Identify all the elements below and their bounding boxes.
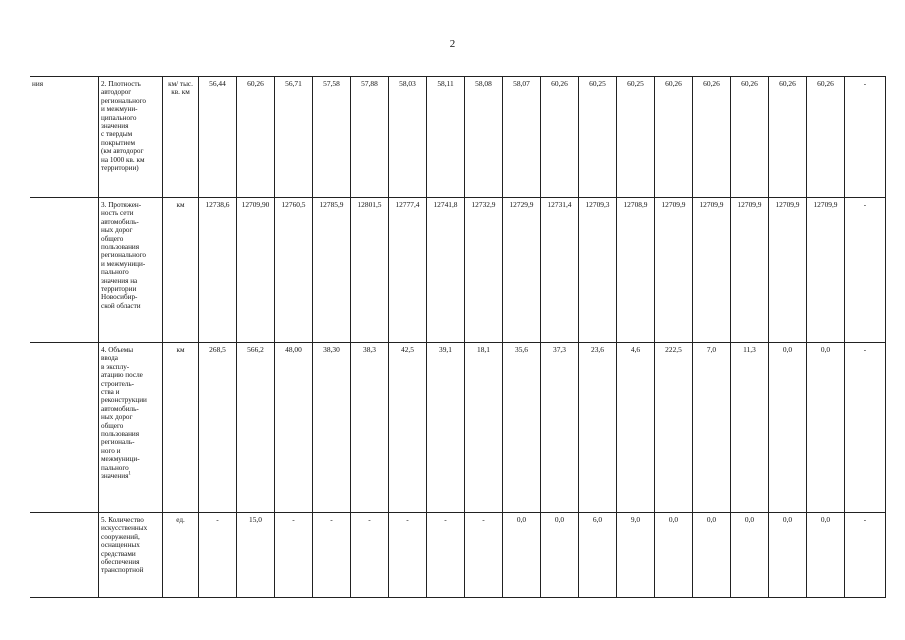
value-cell: 0,0	[693, 513, 731, 598]
value-cell: 0,0	[541, 513, 579, 598]
value-cell: 0,0	[807, 343, 845, 513]
indicator-name-line: общего	[101, 234, 124, 243]
value-cell: 38,3	[351, 343, 389, 513]
value-cell: 6,0	[579, 513, 617, 598]
indicator-name-line: ных дорог	[101, 413, 133, 422]
indicator-table	[30, 76, 886, 598]
continued-cell	[30, 513, 99, 598]
value-cell: 58,07	[503, 77, 541, 198]
value-cell: 15,0	[237, 513, 275, 598]
value-cell: 0,0	[655, 513, 693, 598]
value-cell: 60,26	[237, 77, 275, 198]
indicator-name-line: пального	[101, 268, 129, 277]
unit-cell: км/ тыс. кв. км	[163, 77, 199, 198]
indicator-name-line: ного и	[101, 446, 121, 455]
indicator-name-line: искусственных	[101, 524, 148, 533]
value-cell: 12709,9	[731, 198, 769, 343]
indicator-name-line: ных дорог	[101, 226, 133, 235]
table-row	[30, 343, 886, 513]
value-cell: 60,26	[541, 77, 579, 198]
value-cell: 4,6	[617, 343, 655, 513]
value-cell: 60,26	[655, 77, 693, 198]
value-cell: 57,58	[313, 77, 351, 198]
indicator-name-line: ность сети	[101, 209, 134, 218]
value-cell: 42,5	[389, 343, 427, 513]
value-cell: 58,08	[465, 77, 503, 198]
value-cell: 0,0	[769, 343, 807, 513]
continued-cell	[30, 198, 99, 343]
table-row	[30, 513, 886, 598]
value-cell: 58,03	[389, 77, 427, 198]
value-cell: 11,3	[731, 343, 769, 513]
value-cell: 0,0	[807, 513, 845, 598]
continued-cell	[30, 343, 99, 513]
value-cell: 12785,9	[313, 198, 351, 343]
value-cell: 23,6	[579, 343, 617, 513]
indicator-name-line: с твердым	[101, 130, 133, 139]
value-cell: 12738,6	[199, 198, 237, 343]
value-cell: -	[465, 513, 503, 598]
last-value-cell: -	[845, 343, 886, 513]
value-cell: 48,00	[275, 343, 313, 513]
value-cell: -	[313, 513, 351, 598]
indicator-name-line: 3. Протяжен-	[101, 201, 142, 209]
value-cell: 12709,90	[237, 198, 275, 343]
indicator-name-line: Новосибир-	[101, 293, 138, 302]
unit-cell: км	[163, 343, 199, 513]
table-row	[30, 77, 886, 198]
indicator-name-line: покрытием	[101, 138, 136, 147]
value-cell: 12729,9	[503, 198, 541, 343]
value-cell: 60,26	[731, 77, 769, 198]
value-cell: 0,0	[503, 513, 541, 598]
value-cell: 566,2	[237, 343, 275, 513]
indicator-name-line: регионального	[101, 96, 146, 105]
indicator-name-line: ства и	[101, 388, 120, 397]
indicator-name	[99, 513, 163, 598]
value-cell: -	[427, 513, 465, 598]
indicator-name-line: средствами	[101, 549, 136, 558]
value-cell: 12732,9	[465, 198, 503, 343]
value-cell: 56,71	[275, 77, 313, 198]
indicator-name-line: и межмуници-	[101, 259, 146, 268]
value-cell: 9,0	[617, 513, 655, 598]
value-cell: 60,25	[579, 77, 617, 198]
value-cell: 12708,9	[617, 198, 655, 343]
indicator-name-line: строитель-	[101, 379, 135, 388]
indicator-name-line: 5. Количество	[101, 516, 144, 524]
continued-cell: ния	[30, 77, 99, 198]
value-cell: 12760,5	[275, 198, 313, 343]
indicator-name-line: транспортной	[101, 566, 144, 575]
value-cell: 0,0	[769, 513, 807, 598]
value-cell: 7,0	[693, 343, 731, 513]
indicator-name-line: в эксплу-	[101, 362, 130, 371]
indicator-name-line: автодорог	[101, 88, 132, 97]
indicator-name-line	[101, 472, 160, 480]
value-cell: 12709,9	[769, 198, 807, 343]
last-value-cell: -	[845, 513, 886, 598]
value-cell: -	[389, 513, 427, 598]
value-cell: 12709,9	[693, 198, 731, 343]
indicator-name-line: территории)	[101, 164, 139, 173]
value-cell: 38,30	[313, 343, 351, 513]
indicator-name-line: 2. Плотность	[101, 80, 141, 88]
value-cell: 35,6	[503, 343, 541, 513]
indicator-name-text: значения	[101, 472, 129, 481]
indicator-name-line: ципального	[101, 113, 137, 122]
unit-cell: ед.	[163, 513, 199, 598]
indicator-name-line: пользования	[101, 430, 140, 439]
value-cell: 60,26	[693, 77, 731, 198]
value-cell: 56,44	[199, 77, 237, 198]
value-cell: 60,26	[769, 77, 807, 198]
indicator-name-line: межмуници-	[101, 455, 140, 464]
value-cell: 60,25	[617, 77, 655, 198]
indicator-name-line: пользования	[101, 243, 140, 252]
indicator-name-line: ской области	[101, 301, 141, 310]
indicator-name	[99, 77, 163, 198]
value-cell: 12741,8	[427, 198, 465, 343]
unit-cell: км	[163, 198, 199, 343]
indicator-name	[99, 198, 163, 343]
value-cell: 0,0	[731, 513, 769, 598]
value-cell: 12709,9	[807, 198, 845, 343]
indicator-name-line: общего	[101, 421, 124, 430]
indicator-name-line: и межмуни-	[101, 105, 138, 114]
indicator-name-line: оснащенных	[101, 541, 140, 550]
indicator-name-line: пального	[101, 463, 129, 472]
indicator-name-line: регионального	[101, 251, 146, 260]
value-cell: 12777,4	[389, 198, 427, 343]
value-cell: -	[351, 513, 389, 598]
last-value-cell: -	[845, 77, 886, 198]
indicator-name-line: 4. Объемы	[101, 346, 134, 354]
value-cell: 12709,3	[579, 198, 617, 343]
value-cell: 12731,4	[541, 198, 579, 343]
footnote-marker: 1	[128, 471, 131, 477]
table-row	[30, 198, 886, 343]
value-cell: 58,11	[427, 77, 465, 198]
indicator-name-line: значения	[101, 122, 129, 131]
indicator-name-line: региональ-	[101, 438, 135, 447]
value-cell: 12801,5	[351, 198, 389, 343]
indicator-name-line: сооружений,	[101, 532, 140, 541]
indicator-name-line: значения на	[101, 276, 138, 285]
value-cell: 18,1	[465, 343, 503, 513]
value-cell: 12709,9	[655, 198, 693, 343]
indicator-name-line: территории	[101, 285, 137, 294]
value-cell: 268,5	[199, 343, 237, 513]
indicator-name-line: ввода	[101, 354, 118, 363]
value-cell: 39,1	[427, 343, 465, 513]
indicator-name-line: на 1000 кв. км	[101, 155, 145, 164]
value-cell: 57,88	[351, 77, 389, 198]
value-cell: 37,3	[541, 343, 579, 513]
value-cell: -	[275, 513, 313, 598]
indicator-name-line: обеспечения	[101, 558, 140, 567]
value-cell: -	[199, 513, 237, 598]
value-cell: 60,26	[807, 77, 845, 198]
indicator-name-line: реконструкции	[101, 396, 147, 405]
value-cell: 222,5	[655, 343, 693, 513]
page-number: 2	[449, 38, 456, 50]
indicator-name-line: автомобиль-	[101, 217, 139, 226]
indicator-name-line: (км автодорог	[101, 147, 144, 156]
indicator-name-line: атацию после	[101, 371, 143, 380]
indicator-name-line: автомобиль-	[101, 404, 139, 413]
indicator-name	[99, 343, 163, 513]
last-value-cell: -	[845, 198, 886, 343]
